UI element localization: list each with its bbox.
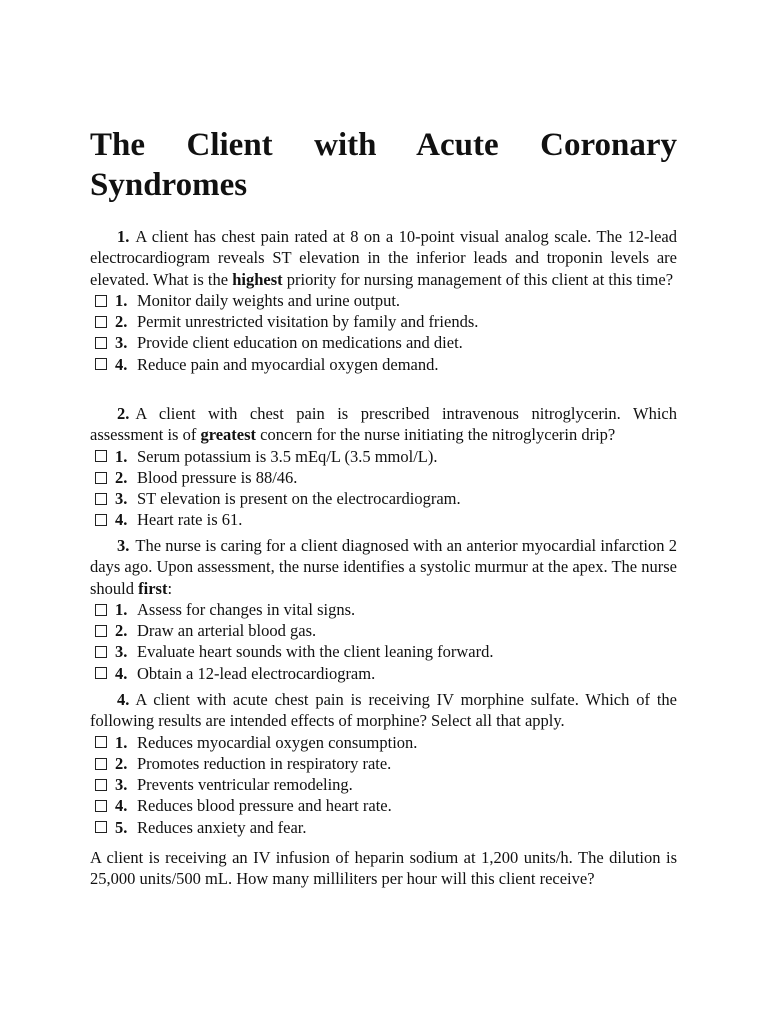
option-4[interactable]: 4. Reduces blood pressure and heart rate. bbox=[90, 795, 677, 816]
option-3[interactable]: 3. Provide client education on medications and diet. bbox=[90, 332, 677, 353]
option-3[interactable]: 3. Evaluate heart sounds with the client leaning forward. bbox=[90, 641, 677, 662]
question-stem: 1. A client has chest pain rated at 8 on a 10-point visual analog scale. The 12-lead electrocardiogram reveals ST elevation in the inferior leads and troponin levels are elevated. What is the highest priority for nursing management of this client at this time? bbox=[90, 227, 677, 289]
emphasis-word: first bbox=[138, 578, 168, 598]
options-list bbox=[90, 732, 677, 838]
checkbox[interactable] bbox=[95, 800, 107, 812]
option-2[interactable]: 2. Blood pressure is 88/46. bbox=[90, 467, 677, 488]
options-list bbox=[90, 290, 677, 375]
checkbox[interactable] bbox=[95, 646, 107, 658]
emphasis-word: greatest bbox=[200, 425, 257, 445]
checkbox[interactable] bbox=[95, 667, 107, 679]
option-4[interactable]: 4. Obtain a 12-lead electrocardiogram. bbox=[90, 663, 677, 684]
option-2[interactable]: 2. Draw an arterial blood gas. bbox=[90, 620, 677, 641]
option-1[interactable]: 1. Assess for changes in vital signs. bbox=[90, 599, 677, 620]
emphasis-word: highest bbox=[232, 269, 283, 289]
option-5[interactable]: 5. Reduces anxiety and fear. bbox=[90, 817, 677, 838]
question-number: 4. bbox=[117, 690, 130, 709]
question-1 bbox=[90, 226, 677, 375]
option-2[interactable]: 2. Permit unrestricted visitation by family and friends. bbox=[90, 311, 677, 332]
option-1[interactable]: 1. Monitor daily weights and urine output. bbox=[90, 290, 677, 311]
checkbox[interactable] bbox=[95, 337, 107, 349]
question-4 bbox=[90, 689, 677, 838]
question-5 bbox=[90, 847, 677, 890]
page-title: The Client with Acute Coronary Syndromes bbox=[90, 127, 677, 203]
checkbox[interactable] bbox=[95, 295, 107, 307]
checkbox[interactable] bbox=[95, 514, 107, 526]
options-list bbox=[90, 599, 677, 684]
option-2[interactable]: 2. Promotes reduction in respiratory rate. bbox=[90, 753, 677, 774]
option-1[interactable]: 1. Reduces myocardial oxygen consumption. bbox=[90, 732, 677, 753]
option-4[interactable]: 4. Reduce pain and myocardial oxygen demand. bbox=[90, 354, 677, 375]
option-1[interactable]: 1. Serum potassium is 3.5 mEq/L (3.5 mmol/L). bbox=[90, 446, 677, 467]
question-stem: 3. The nurse is caring for a client diagnosed with an anterior myocardial infarction 2 days ago. Upon assessment, the nurse identifies a systolic murmur at the apex. The nurse should first: bbox=[90, 536, 677, 598]
question-3 bbox=[90, 535, 677, 684]
checkbox[interactable] bbox=[95, 736, 107, 748]
checkbox[interactable] bbox=[95, 472, 107, 484]
checkbox[interactable] bbox=[95, 493, 107, 505]
question-stem: A client is receiving an IV infusion of heparin sodium at 1,200 units/h. The dilution is 25,000 units/500 mL. How many milliliters per hour will this client receive? bbox=[90, 848, 677, 889]
checkbox[interactable] bbox=[95, 625, 107, 637]
question-stem: 4. A client with acute chest pain is receiving IV morphine sulfate. Which of the following results are intended effects of morphine? Select all that apply. bbox=[90, 690, 677, 731]
option-3[interactable]: 3. ST elevation is present on the electrocardiogram. bbox=[90, 488, 677, 509]
options-list bbox=[90, 446, 677, 531]
checkbox[interactable] bbox=[95, 758, 107, 770]
option-4[interactable]: 4. Heart rate is 61. bbox=[90, 509, 677, 530]
question-number: 1. bbox=[117, 227, 130, 246]
question-stem: 2. A client with chest pain is prescribed intravenous nitroglycerin. Which assessment is of greatest concern for the nurse initiating the nitroglycerin drip? bbox=[90, 404, 677, 445]
checkbox[interactable] bbox=[95, 450, 107, 462]
checkbox[interactable] bbox=[95, 358, 107, 370]
question-number: 3. bbox=[117, 536, 130, 555]
checkbox[interactable] bbox=[95, 604, 107, 616]
question-2 bbox=[90, 403, 677, 531]
checkbox[interactable] bbox=[95, 821, 107, 833]
checkbox[interactable] bbox=[95, 779, 107, 791]
option-3[interactable]: 3. Prevents ventricular remodeling. bbox=[90, 774, 677, 795]
checkbox[interactable] bbox=[95, 316, 107, 328]
question-number: 2. bbox=[117, 404, 130, 423]
